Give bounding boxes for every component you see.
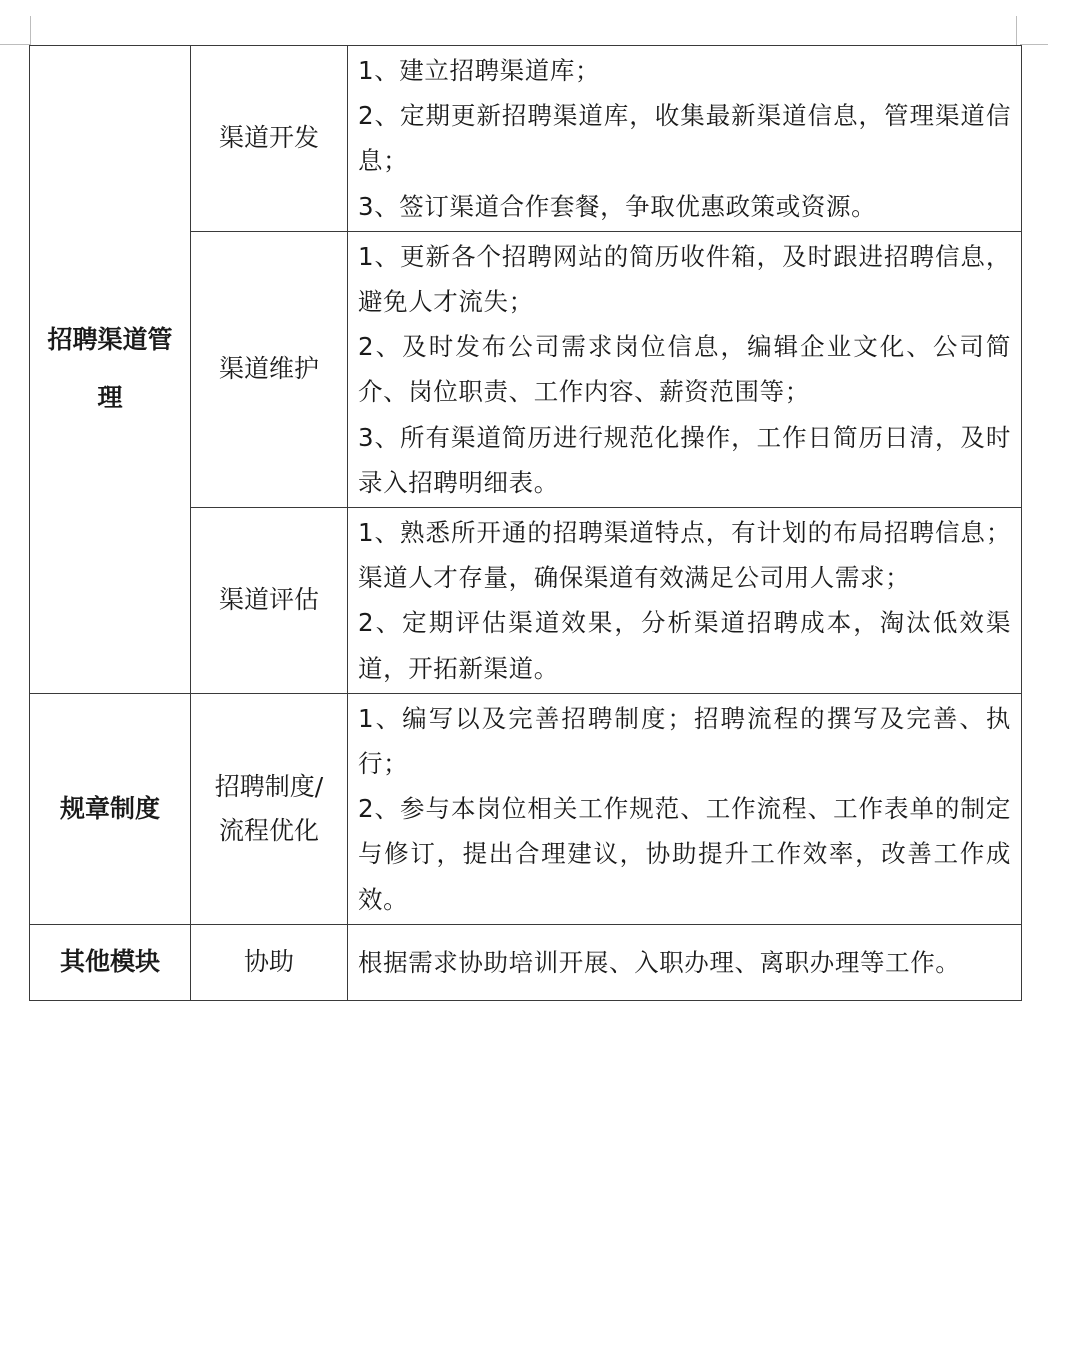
item-cell-channel-evaluation bbox=[191, 508, 348, 694]
content-line: 1、建立招聘渠道库； bbox=[358, 56, 601, 85]
item-cell-process-optimization bbox=[191, 693, 348, 924]
content-cell-channel-development bbox=[348, 46, 1022, 232]
module-label: 规章制度 bbox=[59, 793, 160, 823]
item-cell-assist bbox=[191, 924, 348, 1000]
content-cell-process-optimization bbox=[348, 693, 1022, 924]
content-line: 1、更新各个招聘网站的简历收件箱，及时跟进招聘信息，避免人才流失； bbox=[358, 241, 1011, 317]
page-corner-guide-left bbox=[0, 44, 30, 45]
content-line: 根据需求协助培训开展、入职办理、离职办理等工作。 bbox=[358, 947, 961, 977]
content-line: 1、编写以及完善招聘制度；招聘流程的撰写及完善、执行； bbox=[358, 703, 1011, 779]
content-line: 1、熟悉所开通的招聘渠道特点，有计划的布局招聘信息；渠道人才存量，确保渠道有效满足公司用人需求； bbox=[358, 518, 1011, 593]
module-cell-rules-regulations bbox=[30, 693, 191, 924]
module-cell-recruitment-channel bbox=[30, 46, 191, 694]
module-cell-other bbox=[30, 924, 191, 1000]
table-row bbox=[30, 924, 1022, 1000]
content-line: 2、及时发布公司需求岗位信息，编辑企业文化、公司简介、岗位职责、工作内容、薪资范围等； bbox=[358, 332, 1011, 407]
module-label: 招聘渠道管理 bbox=[47, 325, 173, 413]
content-cell-assist bbox=[348, 924, 1022, 1000]
job-duty-table bbox=[29, 45, 1022, 1001]
item-cell-channel-maintenance bbox=[191, 231, 348, 507]
content-cell-channel-evaluation bbox=[348, 508, 1022, 694]
item-label: 协助 bbox=[243, 947, 294, 977]
item-label: 渠道评估 bbox=[218, 585, 319, 615]
item-label: 招聘制度/流程优化 bbox=[214, 771, 324, 845]
content-line: 2、定期评估渠道效果，分析渠道招聘成本，淘汰低效渠道，开拓新渠道。 bbox=[358, 608, 1011, 683]
content-line: 2、定期更新招聘渠道库，收集最新渠道信息，管理渠道信息； bbox=[358, 101, 1011, 176]
content-line: 3、签订渠道合作套餐，争取优惠政策或资源。 bbox=[358, 191, 877, 221]
page-corner-guide-right bbox=[1016, 16, 1017, 46]
content-cell-channel-maintenance bbox=[348, 231, 1022, 507]
item-label: 渠道维护 bbox=[218, 354, 319, 384]
page-corner-guide-left bbox=[30, 16, 31, 46]
table-row bbox=[30, 46, 1022, 232]
item-label: 渠道开发 bbox=[218, 123, 319, 153]
page-corner-guide-right bbox=[1020, 44, 1048, 45]
item-cell-channel-development bbox=[191, 46, 348, 232]
module-label: 其他模块 bbox=[59, 947, 160, 977]
table-row bbox=[30, 693, 1022, 924]
content-line: 2、参与本岗位相关工作规范、工作流程、工作表单的制定与修订，提出合理建议，协助提升工作效率，改善工作成效。 bbox=[358, 794, 1011, 914]
content-line: 3、所有渠道简历进行规范化操作，工作日简历日清，及时录入招聘明细表。 bbox=[358, 422, 1011, 497]
